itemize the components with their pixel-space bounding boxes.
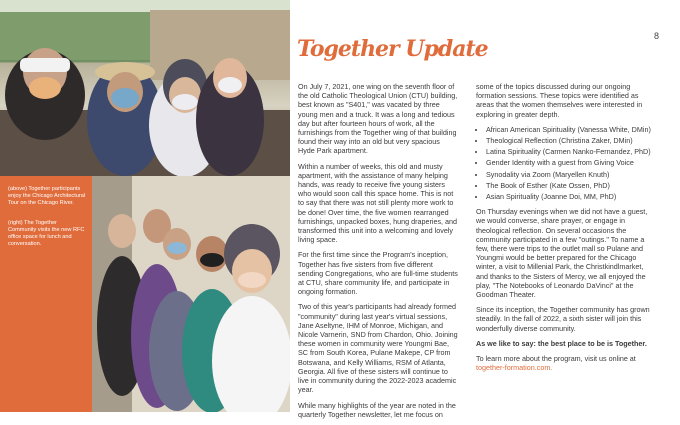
list-item: • Theological Reflection (Christina Zaker, DMin): [486, 136, 656, 145]
photo-river-tour: [0, 0, 290, 176]
community-visit-illustration: [92, 176, 290, 412]
paragraph: While many highlights of the year are noted in the quarterly Together newsletter, let me focus on: [298, 400, 456, 419]
paragraph: For the first time since the Program's inception, Together has five sisters from five different sending Congregations, who are full-time students at CTU, share community life, and participate in ongoing formation.: [298, 250, 458, 297]
caption-right: (right) The Together Community visits the new RFC office space for lunch and conversation.: [8, 220, 85, 247]
page-title: Together Update: [297, 36, 488, 62]
list-item: • Latina Spirituality (Carmen Nanko-Fernandez, PhD): [486, 147, 656, 156]
paragraph: Two of this year's participants had already formed "community" during last year's virtual sessions, Jane Aseltyne, IHM of Monroe, Michigan, and Nicole Varnerin, SND from Chardon, Ohio. Joining these women in community were Youngmi Bae, SC from South Korea, Pulane Makepe, CP from Botswana, and Kelly Williams, RSM of Atlanta, Georgia. All five of these sisters will continue to live in community during the 2022-2023 academic year.: [298, 302, 458, 395]
paragraph: To learn more about the program, visit us online at: [476, 354, 636, 364]
list-item: • Synodality via Zoom (Maryellen Knuth): [486, 170, 656, 179]
topics-list: [476, 125, 656, 201]
tagline: As we like to say: the best place to be is Together.: [476, 338, 647, 348]
caption-above: (above) Together participants enjoy the Chicago Architectural Tour on the Chicago River.: [8, 186, 86, 206]
list-item: • Gender Identity with a guest from Giving Voice: [486, 158, 656, 167]
caption-panel: [0, 176, 92, 412]
paragraph: On July 7, 2021, one wing on the seventh floor of the old Catholic Theological Union (CTU) building, best known as "S401," was vacated by three young men and a truck. It was a long and tedious day but after fourteen hours of work, all the furnishings from the Together wing of that building found their way into an old but very spacious Hyde Park apartment.: [298, 82, 458, 156]
list-item: • African American Spirituality (Vanessa White, DMin): [486, 125, 656, 134]
list-item: • The Book of Esther (Kate Ossen, PhD): [486, 181, 656, 190]
website-link[interactable]: together-formation.com.: [476, 363, 553, 373]
list-item: • Asian Spirituality (Joanne Doi, MM, PhD): [486, 192, 656, 201]
paragraph: On Thursday evenings when we did not have a guest, we would converse, share prayer, or engage in theological reflection. On several occasions the community participated in a few "outings." To name a few, there were trips to the outlet mall so Pulane and Youngmi would be better prepared for the Chicago winter, a visit to Millenial Park, the Christkindlmarket, and thanks to the Sisters of Mercy, we all enjoyed the play, "The Notebooks of Leonardo DaVinci" at the Goodman Theater.: [476, 207, 648, 300]
page-number: 8: [654, 31, 660, 41]
paragraph: Since its inception, the Together community has grown steadily. In the fall of 2022, a sixth sister will join this wonderfully diverse community.: [476, 305, 650, 333]
article-column-1: [298, 82, 458, 425]
paragraph: Within a number of weeks, this old and musty apartment, with the assistance of many helping hands, was ready to receive five young sisters who would soon call this space home. This is not to say that there was not still plenty more work to be done! Over time, the five women rearranged furnishings, unpacked boxes, hung draperies, and transformed this unit into a welcoming and lovely living space.: [298, 161, 458, 245]
article-column-2: [476, 82, 656, 378]
river-tour-illustration: [0, 0, 290, 176]
photo-community-visit: [92, 176, 290, 412]
paragraph: some of the topics discussed during our ongoing formation sessions. These topics were identified as areas that the women themselves were interested in exploring in greater depth.: [476, 82, 643, 119]
